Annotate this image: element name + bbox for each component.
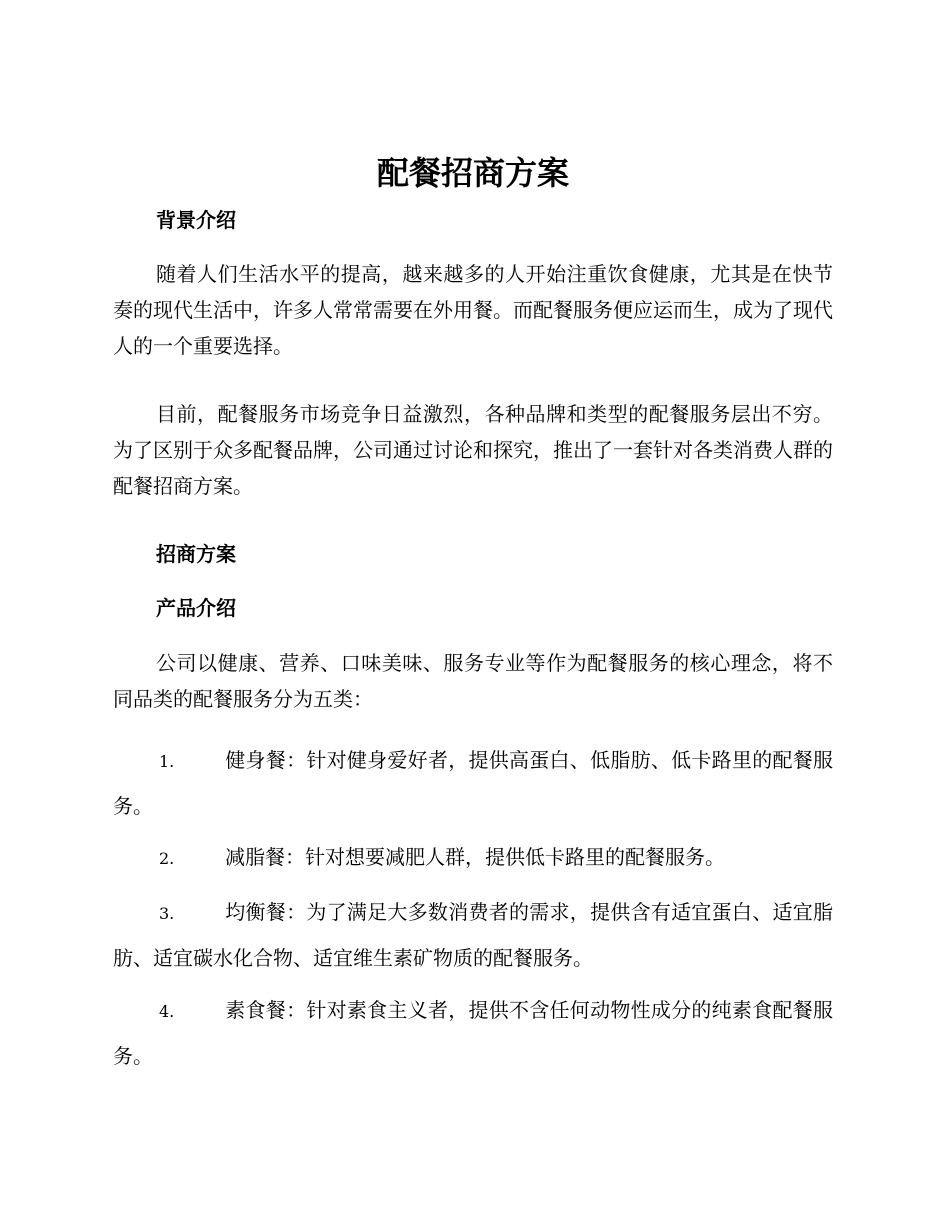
list-item: [113, 988, 833, 1078]
list-item-number: 3.: [159, 904, 175, 923]
paragraph-background-1: 随着人们生活水平的提高，越来越多的人开始注重饮食健康，尤其是在快节奏的现代生活中，许多人常常需要在外用餐。而配餐服务便应运而生，成为了现代人的一个重要选择。: [113, 262, 833, 358]
list-item: [113, 738, 833, 828]
document-title: 配餐招商方案: [376, 154, 569, 192]
list-item-text: 减脂餐：针对想要减肥人群，提供低卡路里的配餐服务。: [225, 845, 725, 869]
list-item: [113, 890, 833, 980]
list-item-number: 4.: [159, 1002, 175, 1021]
heading-background: 背景介绍: [156, 208, 236, 232]
list-item-number: 2.: [159, 849, 175, 868]
list-item-number: 1.: [159, 752, 175, 771]
paragraph-background-2: 目前，配餐服务市场竞争日益激烈，各种品牌和类型的配餐服务层出不穷。为了区别于众多配餐品牌，公司通过讨论和探究，推出了一套针对各类消费人群的配餐招商方案。: [113, 402, 833, 498]
list-item-text: 均衡餐：为了满足大多数消费者的需求，提供含有适宜蛋白、适宜脂肪、适宜碳水化合物、适宜维生素矿物质的配餐服务。: [113, 900, 833, 970]
list-item-text: 健身餐：针对健身爱好者，提供高蛋白、低脂肪、低卡路里的配餐服务。: [113, 748, 833, 818]
heading-investment-plan: 招商方案: [156, 542, 236, 566]
list-item: [113, 835, 833, 881]
heading-product-intro: 产品介绍: [156, 596, 236, 620]
paragraph-product-intro: 公司以健康、营养、口味美味、服务专业等作为配餐服务的核心理念，将不同品类的配餐服务分为五类：: [113, 651, 833, 711]
list-item-text: 素食餐：针对素食主义者，提供不含任何动物性成分的纯素食配餐服务。: [113, 998, 833, 1068]
